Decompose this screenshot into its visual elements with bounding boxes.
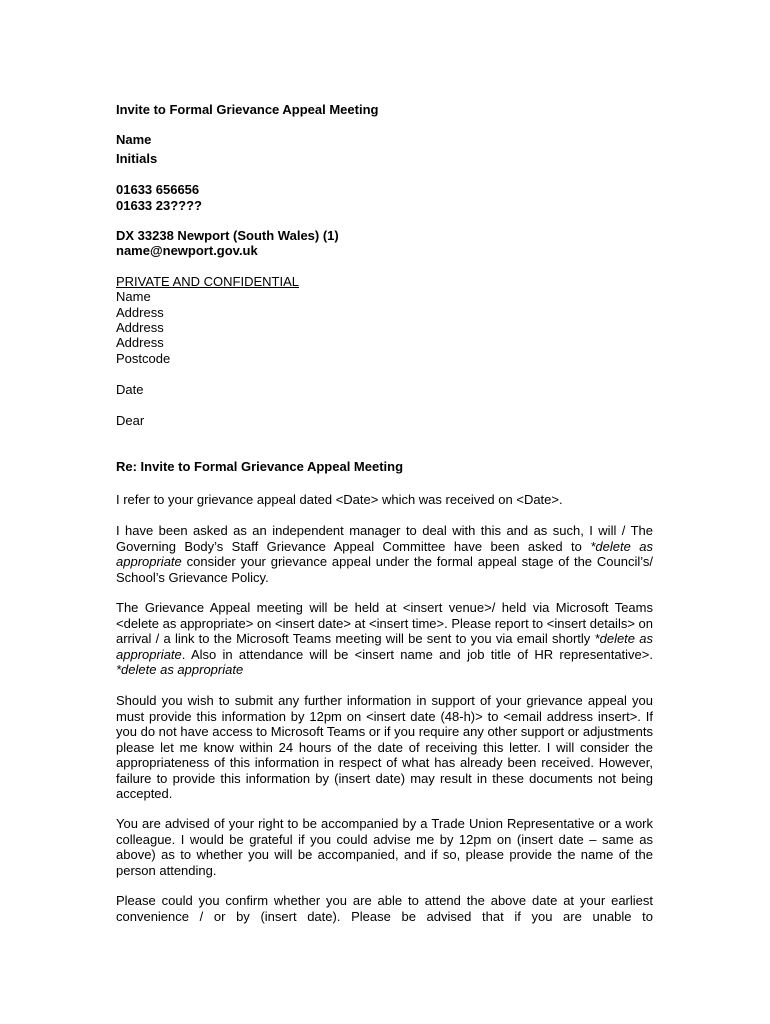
paragraph-3 (116, 600, 653, 678)
salutation: Dear (116, 413, 145, 428)
paragraph-2 (116, 523, 653, 585)
recipient-address-line-3: Address (116, 335, 164, 350)
paragraph-1: I refer to your grievance appeal dated <Date> which was received on <Date>. (116, 492, 563, 507)
phone-number-2: 01633 23???? (116, 198, 202, 213)
paragraph-2-text-b: consider your grievance appeal under the formal appeal stage of the Council’s/ School’s Grievance Policy. (116, 554, 653, 585)
recipient-name: Name (116, 289, 151, 304)
paragraph-5: You are advised of your right to be accompanied by a Trade Union Representative or a work colleague. I would be grateful if you could advise me by 12pm on (insert date – same as above) as to whether you will be accompanied, and if so, please provide the name of the person attending. (116, 816, 653, 878)
recipient-address-line-2: Address (116, 320, 164, 335)
document-title: Invite to Formal Grievance Appeal Meeting (116, 102, 379, 117)
recipient-address-line-1: Address (116, 305, 164, 320)
paragraph-3-text-b: . Also in attendance will be <insert name and job title of HR representative>. (181, 646, 653, 662)
paragraph-3-text-a: The Grievance Appeal meeting will be held at <insert venue>/ held via Microsoft Teams <delete as appropriate> on <insert date> at <insert time>. Please report to <insert details> on arrival / a link to the Microsoft Teams meeting will be sent to you via email shortly (116, 600, 653, 646)
paragraph-2-text-a: I have been asked as an independent manager to deal with this and as such, I will / The Governing Body’s Staff Grievance Appeal Committee have been asked to (116, 523, 653, 554)
paragraph-4: Should you wish to submit any further information in support of your grievance appeal you must provide this information by 12pm on <insert date (48-h)> to <email address insert>. If you do not have access to Microsoft Teams or if you require any other support or adjustments please let me know within 24 hours of the date of receiving this letter. I will consider the appropriateness of this information in respect of what has already been received. However, failure to provide this information by (insert date) may result in these documents not being accepted. (116, 693, 653, 801)
phone-number-1: 01633 656656 (116, 182, 200, 197)
letter-date: Date (116, 382, 144, 397)
dx-address: DX 33238 Newport (South Wales) (1) (116, 228, 339, 243)
recipient-postcode: Postcode (116, 351, 171, 366)
confidential-label: PRIVATE AND CONFIDENTIAL (116, 274, 299, 289)
paragraph-3-italic-2: *delete as appropriate (116, 662, 244, 677)
paragraph-3-italic-1: *delete as appropriate (116, 631, 653, 662)
re-line: Re: Invite to Formal Grievance Appeal Meeting (116, 459, 404, 474)
sender-initials: Initials (116, 151, 158, 166)
paragraph-6: Please could you confirm whether you are able to attend the above date at your earliest convenience / or by (insert date). Please be advised that if you are unable to (116, 893, 653, 924)
sender-name: Name (116, 132, 152, 147)
paragraph-2-italic: *delete as appropriate (116, 538, 653, 569)
sender-email: name@newport.gov.uk (116, 243, 258, 258)
